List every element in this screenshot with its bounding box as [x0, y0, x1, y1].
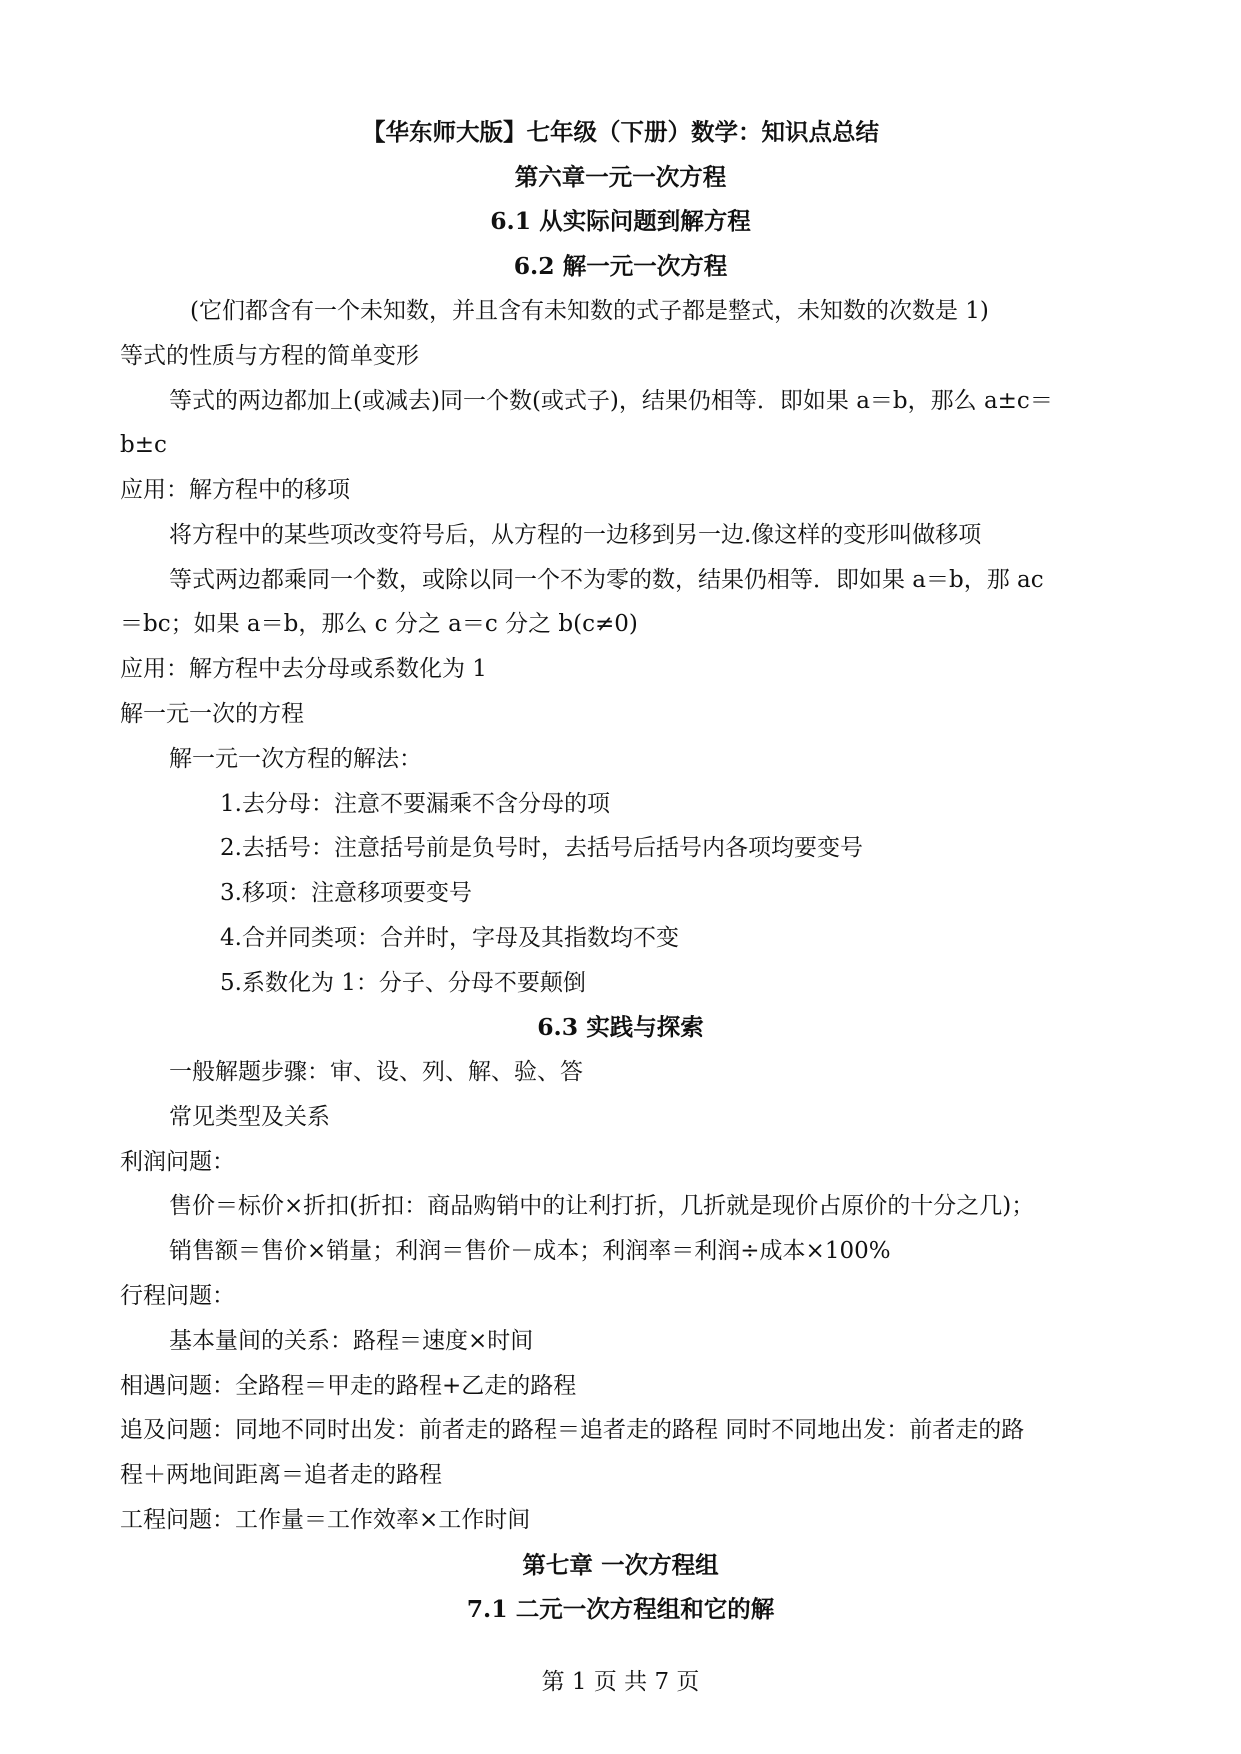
application-1-heading: 应用：解方程中的移项 [120, 477, 350, 503]
chapter-6-title: 第六章一元一次方程 [514, 163, 727, 191]
equation-properties-heading: 等式的性质与方程的简单变形 [120, 343, 419, 369]
property-1-line-1: 等式的两边都加上(或减去)同一个数(或式子)，结果仍相等．即如果 a＝b，那么 a±c＝ [169, 388, 1053, 414]
common-types: 常见类型及关系 [169, 1104, 330, 1130]
section-6-1-title: 6.1 从实际问题到解方程 [490, 207, 751, 235]
property-2-line-2: ＝bc；如果 a＝b，那么 c 分之 a＝c 分之 b(c≠0) [120, 611, 638, 637]
solve-step: 2.去括号：注意括号前是负号时，去括号后括号内各项均要变号 [220, 835, 863, 861]
chapter-7-title: 第七章 一次方程组 [522, 1551, 719, 1579]
section-6-3-title: 6.3 实践与探索 [537, 1013, 704, 1041]
section-6-2-title: 6.2 解一元一次方程 [513, 252, 728, 280]
property-1-line-2: b±c [120, 432, 167, 458]
profit-heading: 利润问题： [120, 1149, 235, 1175]
work-problem: 工程问题：工作量＝工作效率×工作时间 [120, 1507, 531, 1533]
meet-problem: 相遇问题：全路程＝甲走的路程+乙走的路程 [120, 1373, 577, 1399]
chase-line-2: 程＋两地间距离＝追者走的路程 [120, 1462, 442, 1488]
profit-line-1: 售价＝标价×折扣(折扣：商品购销中的让利打折，几折就是现价占原价的十分之几)； [169, 1193, 1035, 1219]
application-2-heading: 应用：解方程中去分母或系数化为 1 [120, 656, 487, 682]
page-number-footer: 第 1 页 共 7 页 [541, 1669, 700, 1695]
solve-step: 5.系数化为 1：分子、分母不要颠倒 [220, 970, 586, 996]
solve-step: 4.合并同类项：合并时，字母及其指数均不变 [220, 925, 679, 951]
profit-line-2: 销售额＝售价×销量；利润＝售价－成本；利润率＝利润÷成本×100% [169, 1238, 891, 1264]
property-2-line-1: 等式两边都乘同一个数，或除以同一个不为零的数，结果仍相等．即如果 a＝b，那 ac [169, 567, 1044, 593]
solve-step: 3.移项：注意移项要变号 [220, 880, 472, 906]
travel-basic: 基本量间的关系：路程＝速度×时间 [169, 1328, 534, 1354]
section-7-1-title: 7.1 二元一次方程组和它的解 [466, 1595, 775, 1623]
travel-heading: 行程问题： [120, 1283, 235, 1309]
solve-subheading: 解一元一次方程的解法： [169, 746, 422, 772]
solve-heading: 解一元一次的方程 [120, 701, 304, 727]
section-6-2-note: (它们都含有一个未知数，并且含有未知数的式子都是整式，未知数的次数是 1) [190, 298, 989, 324]
document-title: 【华东师大版】七年级（下册）数学：知识点总结 [362, 118, 879, 146]
general-steps: 一般解题步骤：审、设、列、解、验、答 [169, 1059, 583, 1085]
solve-step: 1.去分母：注意不要漏乘不含分母的项 [220, 791, 610, 817]
application-1-text: 将方程中的某些项改变符号后，从方程的一边移到另一边.像这样的变形叫做移项 [169, 522, 982, 548]
chase-line-1: 追及问题：同地不同时出发：前者走的路程＝追者走的路程 同时不同地出发：前者走的路 [120, 1417, 1025, 1443]
